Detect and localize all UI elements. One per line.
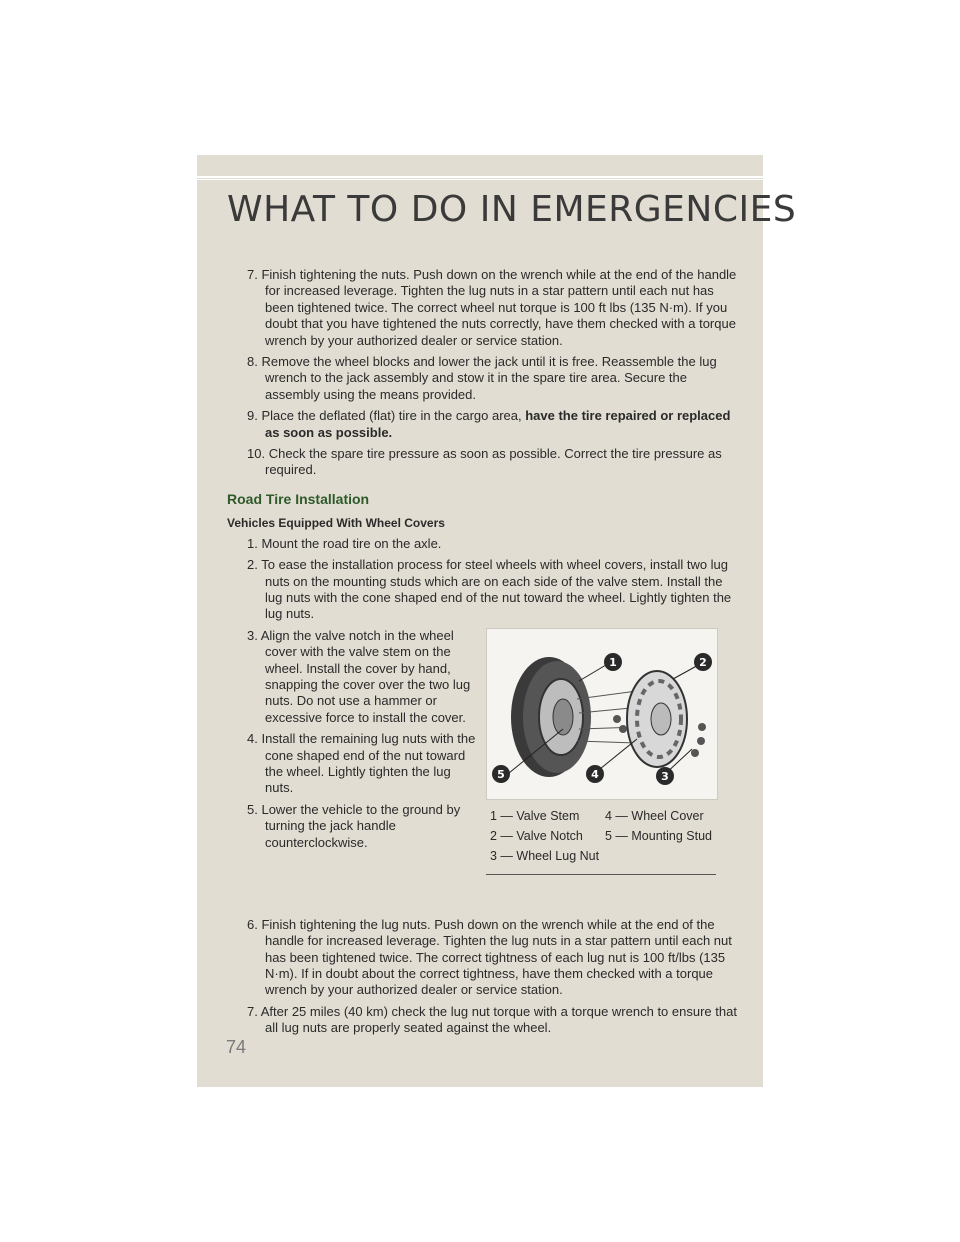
list-item: 7. Finish tightening the nuts. Push down on the wrench while at the end of the handle for increased leverage. Tighten the lug nuts in a star pattern until each nut has been tightened twice. The correct wheel nut torque is 100 ft lbs (135 N·m). If you doubt that you have tightened the nuts correctly, have them checked with a torque wrench by your authorized dealer or service station. bbox=[247, 267, 737, 348]
legend-item: 2 — Valve Notch bbox=[490, 828, 583, 843]
page-content bbox=[227, 267, 737, 1042]
legend-item: 5 — Mounting Stud bbox=[605, 828, 713, 843]
callout-4: 4 bbox=[591, 767, 599, 781]
callout-3: 3 bbox=[661, 769, 669, 783]
narrow-steps bbox=[237, 628, 477, 890]
top-steps-list bbox=[227, 267, 737, 479]
callout-5: 5 bbox=[497, 767, 505, 781]
subsection-heading: Vehicles Equipped With Wheel Covers bbox=[227, 516, 445, 531]
wheel-illustration bbox=[486, 628, 718, 800]
steps-with-figure bbox=[237, 628, 737, 890]
section-heading: Road Tire Installation bbox=[227, 490, 370, 507]
list-item: 6. Finish tightening the lug nuts. Push down on the wrench while at the end of the handle for increased leverage. Tighten the lug nuts in a star pattern until each nut has been tightened twice. The correct tightness of each lug nut is 100 ft/lbs (135 N·m). If in doubt about the correct tightness, have them checked with a torque wrench by your authorized dealer or service station. bbox=[247, 916, 732, 998]
page-number: 74 bbox=[226, 1037, 247, 1057]
legend-item: 4 — Wheel Cover bbox=[605, 808, 704, 823]
list-item: 8. Remove the wheel blocks and lower the jack until it is free. Reassemble the lug wrench to the jack assembly and stow it in the spare tire area. Secure the assembly using the means provided. bbox=[247, 354, 717, 402]
list-item: 1. Mount the road tire on the axle. bbox=[247, 535, 442, 551]
list-item: 7. After 25 miles (40 km) check the lug nut torque with a torque wrench to ensure that all lug nuts are properly seated against the wheel. bbox=[247, 1003, 737, 1036]
legend-item bbox=[601, 850, 716, 870]
header-rule-thin bbox=[197, 179, 763, 180]
header-rule bbox=[197, 176, 763, 178]
wheel-figure bbox=[486, 628, 744, 875]
callout-1: 1 bbox=[609, 655, 617, 669]
road-tire-steps bbox=[237, 536, 737, 1037]
manual-page bbox=[197, 155, 797, 1087]
figure-legend bbox=[486, 810, 716, 875]
list-item: 5. Lower the vehicle to the ground by turning the jack handle counterclockwise. bbox=[247, 801, 461, 850]
list-item: 10. Check the spare tire pressure as soon as possible. Correct the tire pressure as required. bbox=[247, 446, 722, 478]
callout-2: 2 bbox=[699, 655, 707, 669]
section-title: WHAT TO DO IN EMERGENCIES bbox=[227, 189, 797, 230]
legend-item: 1 — Valve Stem bbox=[490, 808, 580, 823]
list-item: 2. To ease the installation process for steel wheels with wheel covers, install two lug nuts on the mounting studs which are on each side of the valve stem. Install the lug nuts with the cone shaped end of the nut toward the wheel. Lightly tighten the lug nuts. bbox=[247, 557, 732, 622]
list-item: 3. Align the valve notch in the wheel cover with the valve stem on the wheel. Install the cover by hand, snapping the cover over the two lug nuts. Do not use a hammer or excessive force to install the cover. bbox=[247, 627, 471, 725]
list-item: 9. Place the deflated (flat) tire in the cargo area, have the tire repaired or replaced as soon as possible. bbox=[247, 408, 731, 440]
legend-item: 3 — Wheel Lug Nut bbox=[490, 848, 600, 863]
list-item: 4. Install the remaining lug nuts with the cone shaped end of the nut toward the wheel. Lightly tighten the lug nuts. bbox=[247, 731, 476, 796]
